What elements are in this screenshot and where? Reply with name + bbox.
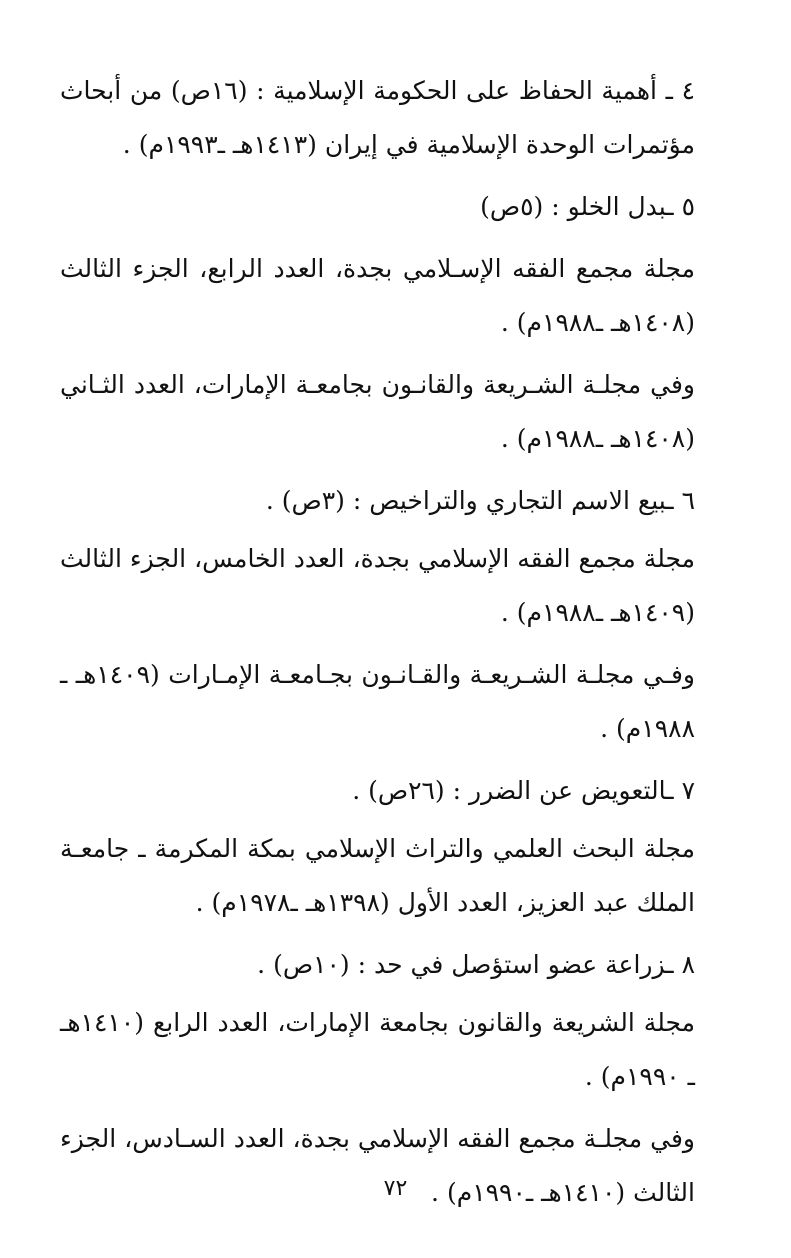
entry-item-8-heading: ٨ ـزراعة عضو استؤصل في حد : (١٠ص) .: [257, 950, 695, 979]
entry-item-6-heading: ٦ ـبيع الاسم التجاري والتراخيص : (٣ص) .: [265, 486, 695, 515]
entry-item-7-heading: ٧ ـالتعويض عن الضرر : (٢٦ص) .: [352, 776, 695, 805]
entry-item-6-source-1: مجلة مجمع الفقه الإسلامي بجدة، العدد الخامس، الجزء الثالث (١٤٠٩هـ ـ١٩٨٨م) .: [60, 544, 695, 627]
entry-item-8-source-2: وفي مجلـة مجمع الفقه الإسلامي بجدة، العدد السـادس، الجزء الثالث (١٤١٠هـ ـ١٩٩٠م) .: [60, 1124, 695, 1207]
page-body: [60, 64, 753, 1224]
entry-item-7-source-1: مجلة البحث العلمي والتراث الإسلامي بمكة المكرمة ـ جامعـة الملك عبد العزيز، العدد الأول (١٣٩٨هـ ـ١٩٧٨م) .: [60, 834, 695, 917]
entry-item-6-source-2: وفـي مجلـة الشـريعـة والقـانـون بجـامعـة الإمـارات (١٤٠٩هـ ـ ١٩٨٨م) .: [60, 660, 696, 743]
entry-item-8-source-1: مجلة الشريعة والقانون بجامعة الإمارات، العدد الرابع (١٤١٠هـ ـ ١٩٩٠م) .: [60, 1008, 695, 1091]
entry-item-5-heading: ٥ ـبدل الخلو : (٥ص): [480, 192, 695, 221]
page-number: ٧٢: [383, 1176, 408, 1201]
entry-item-4: ٤ ـ أهمية الحفاظ على الحكومة الإسلامية : (١٦ص) من أبحاث مؤتمرات الوحدة الإسلامية في إيران (١٤١٣هـ ـ١٩٩٣م) .: [60, 76, 695, 159]
entry-item-5-source-2: وفي مجلـة الشـريعة والقانـون بجامعـة الإمارات، العدد الثـاني (١٤٠٨هـ ـ١٩٨٨م) .: [60, 370, 695, 453]
entry-item-5-source-1: مجلة مجمع الفقه الإسـلامي بجدة، العدد الرابع، الجزء الثالث (١٤٠٨هـ ـ١٩٨٨م) .: [60, 254, 695, 337]
